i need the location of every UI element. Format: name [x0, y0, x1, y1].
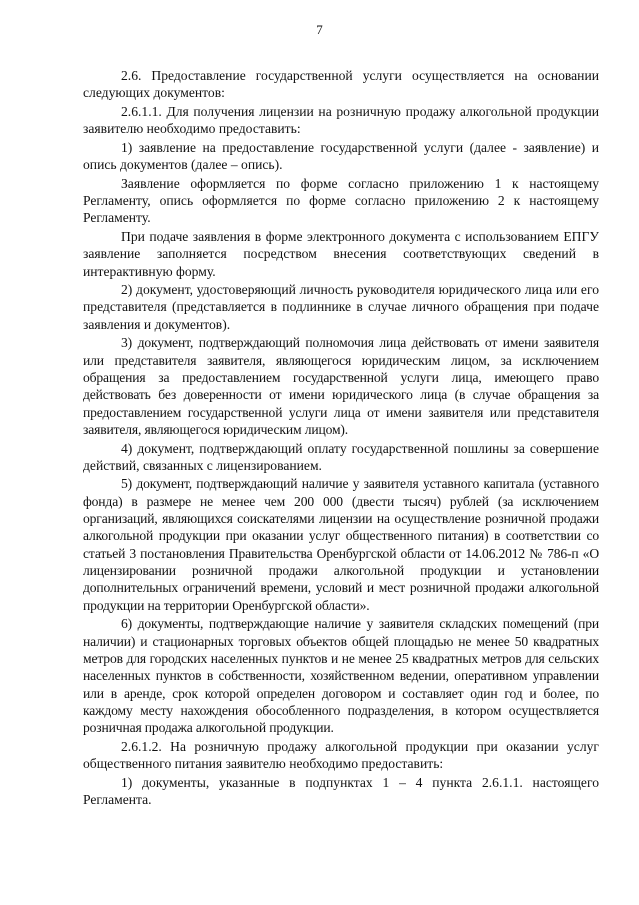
paragraph-2-6-1-2: 2.6.1.2. На розничную продажу алкогольной продукции при оказании услуг общественного питания заявителю необходимо предоставить:	[83, 738, 599, 772]
page-number: 7	[316, 22, 323, 37]
paragraph-electronic-submission: При подаче заявления в форме электронного документа с использованием ЕПГУ заявление заполняется посредством внесения соответствующих сведений в интерактивную форму.	[83, 228, 599, 279]
paragraph-item-4-fee: 4) документ, подтверждающий оплату государственной пошлины за совершение действий, связанных с лицензированием.	[83, 440, 599, 473]
paragraph-item-3-authority: 3) документ, подтверждающий полномочия лица действовать от имени заявителя или представителя заявителя, являющегося юридическим лицом, за исключением обращения за предоставлением государственной услуги лица, имеющего право действовать без доверенности от имени юридического лица (в случае обращения за предоставлением государственной услуги лица от имени заявителя или представителя заявителя, являющегося юридическим лицом).	[83, 335, 599, 437]
paragraph-item-6-premises: 6) документы, подтверждающие наличие у заявителя складских помещений (при наличии) и стационарных торговых объектов общей площадью не менее 50 квадратных метров для городских населенных пунктов и не менее 25 квадратных метров для сельских населенных пунктов в собственности, хозяйственном ведении, оперативном управлении или в аренде, срок которой определен договором и составляет один год и более, по каждому месту нахождения обособленного подразделения, в котором осуществляется розничная продажа алкогольной продукции.	[83, 616, 599, 736]
paragraph-application-form: Заявление оформляется по форме согласно приложению 1 к настоящему Регламенту, опись оформляется по форме согласно приложению 2 к настоящему Регламенту.	[83, 175, 599, 226]
document-body	[83, 67, 599, 810]
paragraph-item-1-application: 1) заявление на предоставление государственной услуги (далее - заявление) и опись документов (далее – опись).	[83, 139, 599, 173]
paragraph-2-6-1-2-item-1: 1) документы, указанные в подпунктах 1 – 4 пункта 2.6.1.1. настоящего Регламента.	[83, 774, 599, 808]
paragraph-item-5-capital: 5) документ, подтверждающий наличие у заявителя уставного капитала (уставного фонда) в размере не менее чем 200 000 (двести тысяч) рублей (за исключением организаций, являющихся соискателями лицензии на осуществление розничной продажи алкогольной продукции при оказании услуг общественного питания) в соответствии со статьей 3 постановления Правительства Оренбургской области от 14.06.2012 № 786-п «О лицензировании розничной продажи алкогольной продукции и установлении дополнительных ограничений времени, условий и мест розничной продажи алкогольной продукции на территории Оренбургской области».	[83, 476, 599, 613]
paragraph-2-6-1-1: 2.6.1.1. Для получения лицензии на розничную продажу алкогольной продукции заявителю необходимо предоставить:	[83, 103, 599, 137]
paragraph-item-2-identity: 2) документ, удостоверяющий личность руководителя юридического лица или его представителя (представляется в подлиннике в случае личного обращения при подаче заявления и документов).	[83, 282, 599, 332]
paragraph-2-6: 2.6. Предоставление государственной услуги осуществляется на основании следующих документов:	[83, 68, 599, 101]
